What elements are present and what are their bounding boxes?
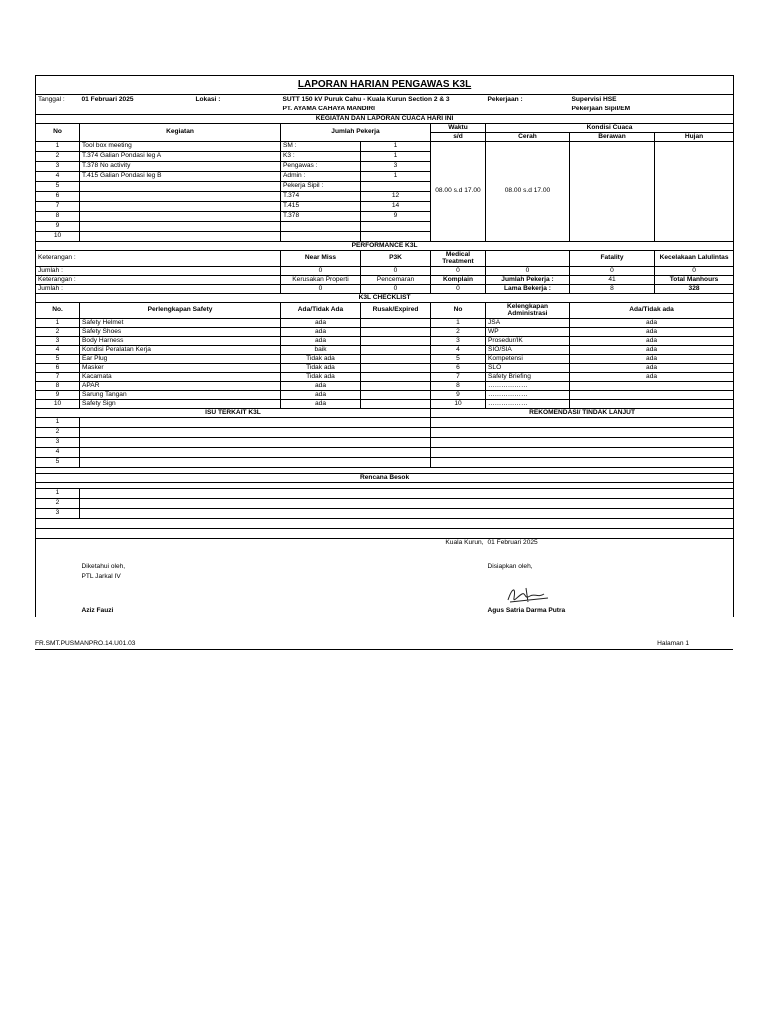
sign-place: Kuala Kurun, — [445, 539, 484, 547]
fatality-header: Fatality — [570, 251, 655, 267]
rencana-row: 3 — [36, 509, 734, 519]
kegiatan-row: 5 Pekerja Sipil : — [36, 182, 734, 192]
kegiatan-row: 1 Tool box meeting SM : 1 08.00 s.d 17.00 08.00 s.d 17.00 — [36, 142, 734, 152]
disiapkan-label: Disiapkan oleh, — [486, 563, 734, 573]
lokasi-value: SUTT 150 kV Puruk Cahu - Kuala Kurun Section 2 & 3 — [282, 95, 450, 103]
kegiatan-row: 8 T.378 9 — [36, 212, 734, 222]
perf-keterangan-label: Keterangan : — [36, 251, 281, 267]
kegiatan-row: 10 — [36, 232, 734, 242]
rencana-row: 2 — [36, 499, 734, 509]
col-kondisi-cuaca: Kondisi Cuaca — [486, 124, 734, 133]
col-sd: s/d — [431, 133, 486, 142]
berawan-value — [570, 142, 655, 242]
checklist-row: 4 Kondisi Peralatan Kerja baik 4 SIO/SIA ada — [36, 346, 734, 355]
ptl-label: PTL Jarkal IV — [81, 573, 121, 581]
kegiatan-heading: KEGIATAN DAN LAPORAN CUACA HARI INI — [36, 115, 734, 124]
isu-row: 5 — [36, 458, 734, 468]
lokasi-label: Lokasi : — [195, 95, 221, 103]
cerah-value: 08.00 s.d 17.00 — [486, 142, 570, 242]
report-sheet — [35, 75, 733, 617]
isu-heading: ISU TERKAIT K3L — [36, 409, 431, 418]
waktu-value: 08.00 s.d 17.00 — [431, 142, 486, 242]
pekerjaan-value-2: Pekerjaan Sipil/EM — [570, 106, 734, 115]
checklist-row: 9 Sarung Tangan ada 9 ……………… — [36, 391, 734, 400]
lama-bekerja-value: 8 — [570, 285, 655, 294]
lama-bekerja-label: Lama Bekerja : — [486, 285, 570, 294]
col-kegiatan: Kegiatan — [80, 124, 281, 142]
diketahui-label: Diketahui oleh, — [81, 563, 126, 571]
signer-right-name: Agus Satria Darma Putra — [486, 607, 734, 617]
isu-row: 1 — [36, 418, 734, 428]
report-title: LAPORAN HARIAN PENGAWAS K3L — [36, 76, 734, 95]
tanggal-label: Tanggal : — [36, 95, 80, 106]
pekerjaan-label: Pekerjaan : — [487, 95, 523, 103]
sign-date: 01 Februari 2025 — [486, 539, 734, 549]
performance-heading: PERFORMANCE K3L — [36, 242, 734, 251]
checklist-col-ada2: Ada/Tidak ada — [570, 303, 734, 319]
col-waktu: Waktu — [431, 124, 486, 133]
checklist-row: 5 Ear Plug Tidak ada 5 Kompetensi ada — [36, 355, 734, 364]
checklist-row: 2 Safety Shoes ada 2 WP ada — [36, 328, 734, 337]
checklist-col-kelengkapan: Kelengkapan Administrasi — [486, 303, 570, 319]
checklist-heading: K3L CHECKLIST — [36, 294, 734, 303]
p3k-header: P3K — [361, 251, 431, 267]
medical-treatment-header: Medical Treatment — [431, 251, 486, 267]
signer-left-name: Aziz Fauzi — [81, 607, 114, 615]
kecelakaan-header: Kecelakaan Lalulintas — [655, 251, 734, 267]
checklist-row: 10 Safety Sign ada 10 ……………… — [36, 400, 734, 409]
kegiatan-row: 9 — [36, 222, 734, 232]
page-footer — [35, 639, 733, 650]
kegiatan-row: 2 T.374 Galian Pondasi leg A K3 : 1 — [36, 152, 734, 162]
perf-jumlah-label-2: Jumlah : — [36, 285, 281, 294]
checklist-row: 1 Safety Helmet ada 1 JSA ada — [36, 319, 734, 328]
tanggal-value: 01 Februari 2025 — [81, 95, 134, 103]
jumlah-pekerja-value: 41 — [570, 276, 655, 285]
checklist-row: 3 Body Harness ada 3 Prosedur/IK ada — [36, 337, 734, 346]
checklist-row: 7 Kacamata Tidak ada 7 Safety Briefing ada — [36, 373, 734, 382]
kegiatan-row: 4 T.415 Galian Pondasi leg B Admin : 1 — [36, 172, 734, 182]
col-no: No — [36, 124, 80, 142]
kegiatan-row: 6 T.374 12 — [36, 192, 734, 202]
company-name: PT. AYAMA CAHAYA MANDIRI — [282, 105, 375, 113]
perf-keterangan-label-2: Keterangan : — [36, 276, 281, 285]
checklist-row: 8 APAR ada 8 ……………… — [36, 382, 734, 391]
kerusakan-header: Kerusakan Properti — [281, 276, 361, 285]
page-number: Halaman 1 — [657, 640, 689, 647]
checklist-col-no: No. — [36, 303, 80, 319]
rencana-heading: Rencana Besok — [36, 474, 734, 483]
rencana-row: 1 — [36, 489, 734, 499]
checklist-col-rusak: Rusak/Expired — [361, 303, 431, 319]
hujan-value — [655, 142, 734, 242]
checklist-col-ada: Ada/Tidak Ada — [281, 303, 361, 319]
isu-row: 2 — [36, 428, 734, 438]
perf-jumlah-label: Jumlah : — [36, 267, 281, 276]
kegiatan-row: 3 T.378 No activity Pengawas : 3 — [36, 162, 734, 172]
signature-scribble — [504, 584, 552, 606]
pekerjaan-value-1: Supervisi HSE — [570, 95, 734, 106]
col-berawan: Berawan — [570, 133, 655, 142]
kegiatan-row: 7 T.415 14 — [36, 202, 734, 212]
rekomendasi-heading: REKOMENDASI/ TINDAK LANJUT — [431, 409, 734, 418]
total-manhours-value: 328 — [655, 285, 734, 294]
checklist-col-no2: No — [431, 303, 486, 319]
col-hujan: Hujan — [655, 133, 734, 142]
pencemaran-header: Pencemaran — [361, 276, 431, 285]
checklist-row: 6 Masker Tidak ada 6 SLO ada — [36, 364, 734, 373]
signature-image — [486, 583, 734, 607]
komplain-header: Komplain — [431, 276, 486, 285]
form-code: FR.SMT.PUSMANPRO.14.U01.03 — [35, 640, 136, 647]
total-manhours-label: Total Manhours — [655, 276, 734, 285]
isu-row: 3 — [36, 438, 734, 448]
report-table: LAPORAN HARIAN PENGAWAS K3L Tanggal : 01 Februari 2025 Lokasi : SUTT 150 kV Puruk Cahu - Kuala Kurun Section 2 & 3 Pekerjaan : Supervisi HSE PT. AYAMA CAHAYA MANDIRI Pekerjaan Sipil/EM KEGIATAN DAN LAPORAN CUACA HARI INI No Kegiatan Jumlah Pekerja Waktu Kondisi Cuaca s/d Cerah Berawan Hujan 1 Tool box meeting SM : 1 08.00 s.d 17.00 08.00 s.d 17.00 2 T.374 Galian Pondasi leg A K3 : 1 3 T.378 No activity Pengawas : 3 4 T.415 Galian Pondasi leg B Admin : 1 5 Pekerja Sipil : 6 T.374 12 7 T.415 14 8 T.378 9 9 10 PERFORMANCE K3L Keterangan : Near Miss P3K Medical Treatment Fatality Kecelakaan Lalulintas Jumlah : 0 0 0 0 0 0 Keterangan : Kerusakan Properti Pencemaran Komplain Jumlah Pekerja : 41 Total Manhours Jumlah : 0 0 0 Lama Bekerja : 8 328 K3L CHECKLIST No. Perlengkapan Safety Ada/Tidak Ada Rusak/Expired No Kelengkapan Administrasi Ada/Tidak ada 1 Safety Helmet ada 1 JSA ada 2 Safety Shoes ada 2 WP ada 3 Body Harness ada 3 Prosedur/IK ada 4 Kondisi Peralatan Kerja baik 4 SIO/SIA ada 5 Ear Plug Tidak ada 5 Kompetensi ada 6 Masker Tidak ada 6 SLO ada 7 Kacamata Tidak ada 7 Safety Briefing ada 8 APAR ada 8 ……………… 9 Sarung Tangan ada 9 ……………… 10 Safety Sign ada 10 ……………… ISU TERKAIT K3L REKOMENDASI/ TINDAK LANJUT 1 2 3 4 5 Rencana Besok 1 2 3 Kuala Kurun, 01 Februari 2025 Diketahui oleh, Disiapkan oleh, PTL Jarkal IV Aziz Fauzi Agus Satria Darma Putra — [35, 75, 734, 617]
col-jumlah-pekerja: Jumlah Pekerja — [281, 124, 431, 142]
isu-row: 4 — [36, 448, 734, 458]
col-cerah: Cerah — [486, 133, 570, 142]
jumlah-pekerja-label: Jumlah Pekerja : — [486, 276, 570, 285]
checklist-col-perlengkapan: Perlengkapan Safety — [80, 303, 281, 319]
near-miss-header: Near Miss — [281, 251, 361, 267]
